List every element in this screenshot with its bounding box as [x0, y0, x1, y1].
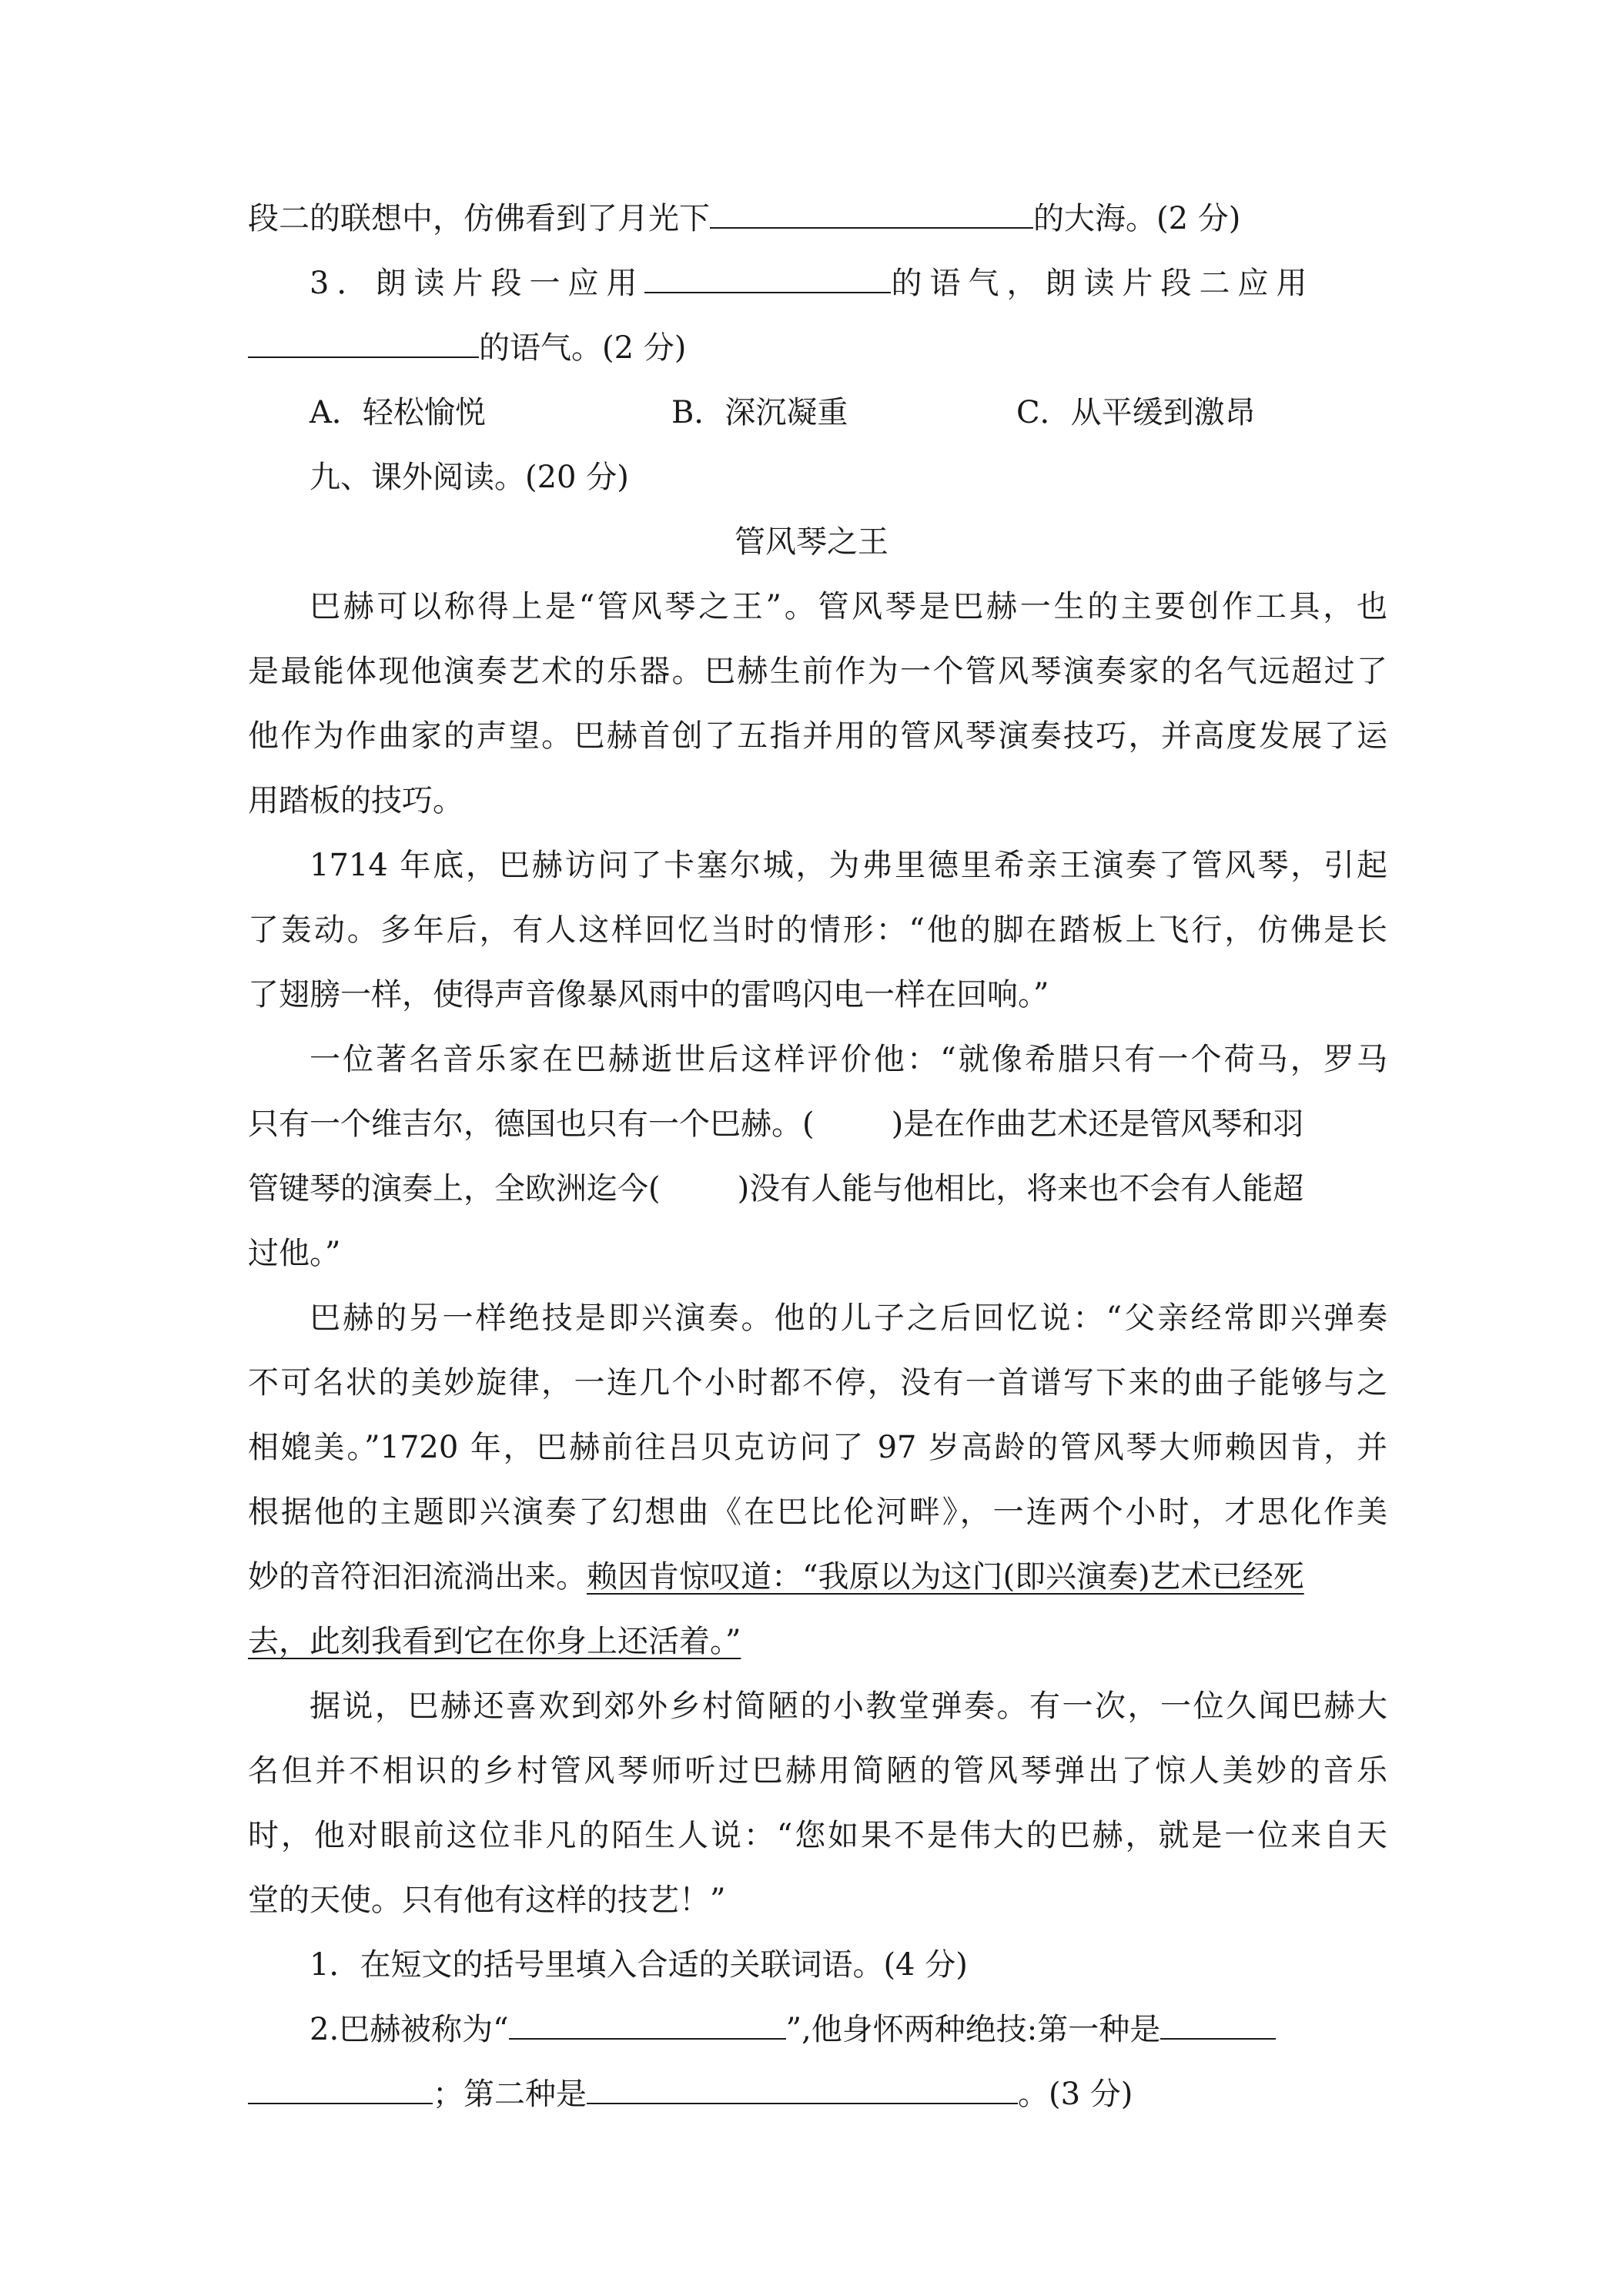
q3-line-2	[248, 326, 1387, 370]
article-line: 不可名状的美妙旋律，一连几个小时都不停，没有一首谱写下来的曲子能够与之	[248, 1365, 1387, 1401]
answer-blank[interactable]	[509, 2012, 786, 2040]
answer-blank[interactable]	[644, 266, 891, 293]
article-text: )是在作曲艺术还是管风琴和羽	[891, 1106, 1304, 1142]
option-b[interactable]: B．深沉凝重	[671, 395, 848, 430]
article-line: 根据他的主题即兴演奏了幻想曲《在巴比伦河畔》，一连两个小时，才思化作美	[248, 1494, 1387, 1530]
article-text: 只有一个维吉尔，德国也只有一个巴赫。(	[248, 1106, 815, 1142]
article-text: )没有人能与他相比，将来也不会有人能超	[737, 1171, 1304, 1207]
article-line: 了翅膀一样，使得声音像暴风雨中的雷鸣闪电一样在回响。”	[248, 977, 1049, 1012]
question-2-line-2	[248, 2073, 1387, 2116]
underlined-quote: 赖因肯惊叹道：“我原以为这门(即兴演奏)艺术已经死	[587, 1559, 1304, 1595]
answer-blank[interactable]	[710, 201, 1033, 229]
q3-text-a: 3．朗读片段一应用	[310, 266, 645, 301]
option-c[interactable]: C．从平缓到激昂	[1016, 395, 1256, 430]
article-line: 时，他对眼前这位非凡的陌生人说：“您如果不是伟大的巴赫，就是一位来自天	[248, 1818, 1387, 1853]
article-text: 妙的音符汩汩流淌出来。	[248, 1559, 587, 1595]
q2-text-b: ”,他身怀两种绝技:第一种是	[785, 2012, 1161, 2047]
underlined-quote: 去，此刻我看到它在你身上还活着。”	[248, 1624, 741, 1659]
q2-text-a: 2.巴赫被称为“	[310, 2012, 509, 2047]
article-line-with-blank	[248, 1167, 1387, 1210]
question-1: 1．在短文的括号里填入合适的关联词语。(4 分)	[310, 1947, 968, 1983]
article-line: 一位著名音乐家在巴赫逝世后这样评价他：“就像希腊只有一个荷马，罗马	[310, 1042, 1387, 1077]
article-line: 1714 年底，巴赫访问了卡塞尔城，为弗里德里希亲王演奏了管风琴，引起	[310, 848, 1387, 883]
prev-question-line	[248, 197, 1387, 240]
prev-question-text-b: 的大海。(2 分)	[1033, 201, 1241, 236]
article-line: 据说，巴赫还喜欢到郊外乡村简陋的小教堂弹奏。有一次，一位久闻巴赫大	[310, 1689, 1387, 1724]
question-2-line-1	[310, 2008, 1387, 2051]
prev-question-text-a: 段二的联想中，仿佛看到了月光下	[248, 201, 710, 236]
article-line: 用踏板的技巧。	[248, 783, 463, 818]
q3-text-c: 的语气。(2 分)	[479, 330, 687, 366]
section-heading: 九、课外阅读。(20 分)	[310, 460, 629, 495]
answer-blank[interactable]	[248, 2077, 433, 2104]
article-line	[248, 1555, 1387, 1598]
q3-text-b: 的语气，朗读片段二应用	[891, 266, 1315, 301]
q3-line-1	[310, 262, 1387, 305]
article-line	[248, 1620, 1387, 1663]
article-line: 过他。”	[248, 1236, 341, 1271]
article-line: 是最能体现他演奏艺术的乐器。巴赫生前作为一个管风琴演奏家的名气远超过了	[248, 654, 1387, 689]
article-line: 巴赫的另一样绝技是即兴演奏。他的儿子之后回忆说：“父亲经常即兴弹奏	[310, 1300, 1387, 1336]
q2-text-c: ；第二种是	[433, 2077, 587, 2112]
article-line-with-blank	[248, 1103, 1387, 1146]
article-line: 名但并不相识的乡村管风琴师听过巴赫用简陋的管风琴弹出了惊人美妙的音乐	[248, 1753, 1387, 1789]
option-a[interactable]: A．轻松愉悦	[310, 395, 486, 430]
answer-blank[interactable]	[1160, 2012, 1276, 2040]
article-line: 他作为作曲家的声望。巴赫首创了五指并用的管风琴演奏技巧，并高度发展了运	[248, 718, 1387, 754]
answer-blank[interactable]	[248, 330, 479, 358]
article-line: 堂的天使。只有他有这样的技艺！”	[248, 1883, 726, 1918]
article-line: 了轰动。多年后，有人这样回忆当时的情形：“他的脚在踏板上飞行，仿佛是长	[248, 912, 1387, 948]
q2-text-d: 。(3 分)	[1018, 2077, 1133, 2112]
article-title: 管风琴之王	[735, 524, 888, 560]
article-line: 巴赫可以称得上是“管风琴之王”。管风琴是巴赫一生的主要创作工具，也	[310, 589, 1387, 624]
answer-blank[interactable]	[587, 2077, 1018, 2104]
article-line: 相媲美。”1720 年，巴赫前往吕贝克访问了 97 岁高龄的管风琴大师赖因肯，并	[248, 1430, 1387, 1465]
article-text: 管键琴的演奏上，全欧洲迄今(	[248, 1171, 661, 1207]
